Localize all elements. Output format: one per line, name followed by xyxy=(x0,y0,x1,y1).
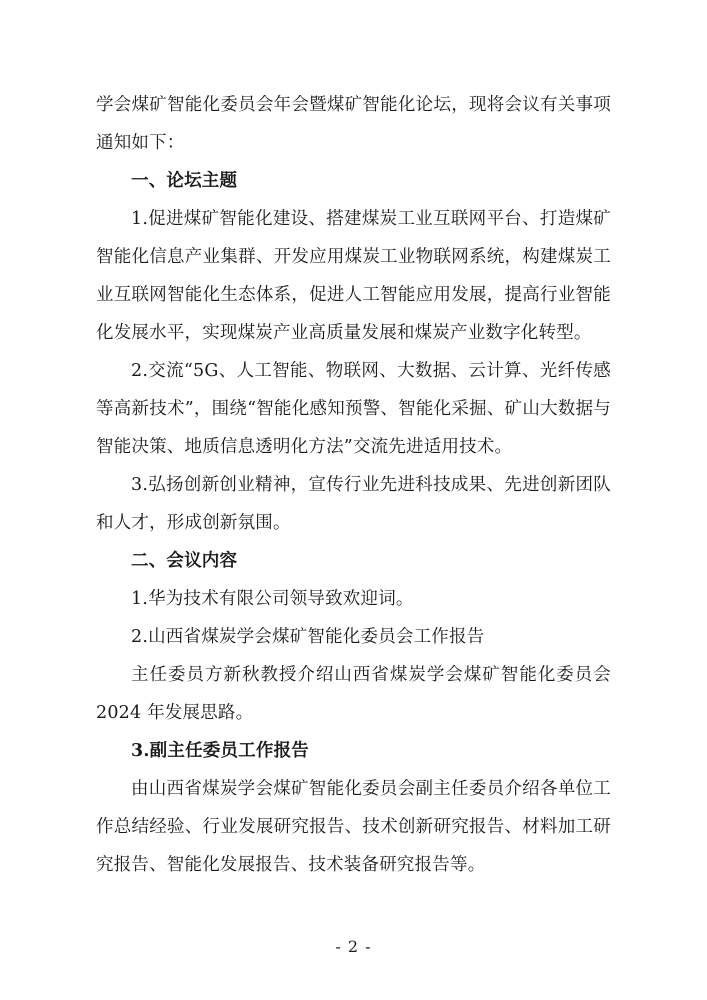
paragraph-item-2-3: 3.副主任委员工作报告 xyxy=(131,741,309,761)
paragraph-item-2-2-body: 主任委员方新秋教授介绍山西省煤炭学会煤矿智能化委员会 2024 年发展思路。 xyxy=(96,665,611,723)
paragraph-item-2-2: 2.山西省煤炭学会煤矿智能化委员会工作报告 xyxy=(131,627,485,647)
heading-section-1: 一、论坛主题 xyxy=(131,171,238,191)
page-number: - 2 - xyxy=(335,937,372,956)
heading-section-2: 二、会议内容 xyxy=(131,551,238,571)
paragraph-item-1-2: 2.交流“5G、人工智能、物联网、大数据、云计算、光纤传感等高新技术”，围绕“智能化感知预警、智能化采掘、矿山大数据与智能决策、地质信息透明化方法”交流先进适用技术。 xyxy=(96,361,611,457)
paragraph-item-2-1: 1.华为技术有限公司领导致欢迎词。 xyxy=(131,589,414,609)
paragraph-item-1-3: 3.弘扬创新创业精神，宣传行业先进科技成果、先进创新团队和人才，形成创新氛围。 xyxy=(96,475,611,533)
paragraph-item-2-3-body: 由山西省煤炭学会煤矿智能化委员会副主任委员介绍各单位工作总结经验、行业发展研究报告、技术创新研究报告、材料加工研究报告、智能化发展报告、技术装备研究报告等。 xyxy=(96,779,611,875)
document-body xyxy=(96,86,611,884)
paragraph-continuation: 学会煤矿智能化委员会年会暨煤矿智能化论坛，现将会议有关事项通知如下： xyxy=(96,95,611,153)
paragraph-item-1-1: 1.促进煤矿智能化建设、搭建煤炭工业互联网平台、打造煤矿智能化信息产业集群、开发应用煤炭工业物联网系统，构建煤炭工业互联网智能化生态体系，促进人工智能应用发展，提高行业智能化发展水平，实现煤炭产业高质量发展和煤炭产业数字化转型。 xyxy=(96,209,611,343)
